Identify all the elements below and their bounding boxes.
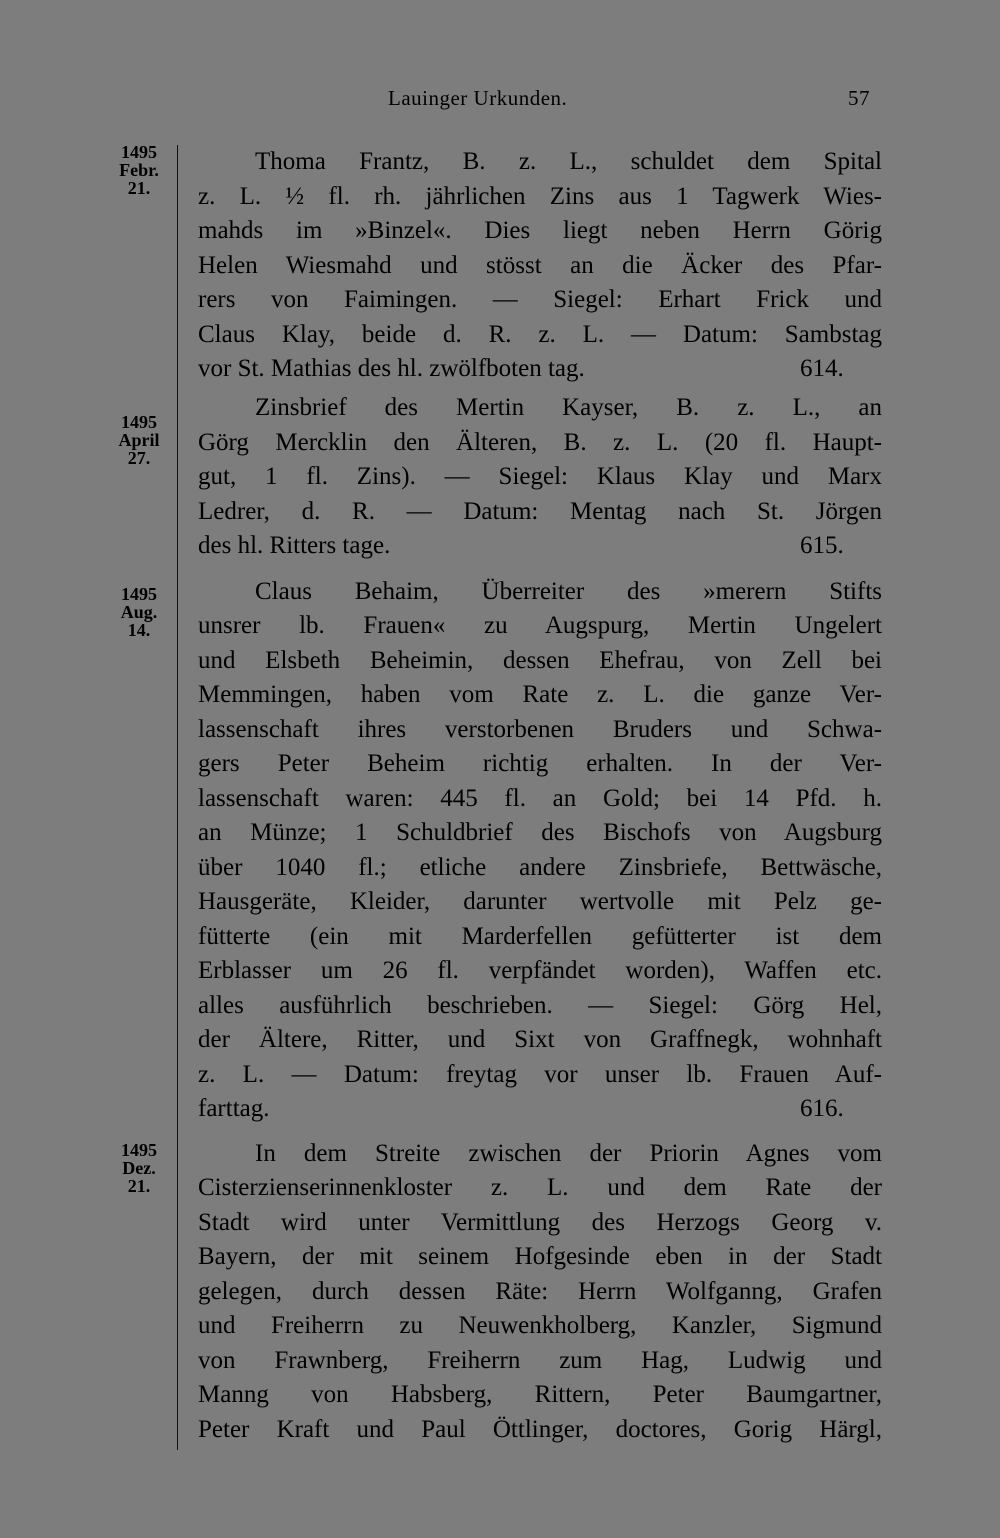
text-line: Helen Wiesmahd und stösst an die Äcker des Pfar- xyxy=(198,252,882,279)
text-line: gelegen, durch dessen Räte: Herrn Wolfganng, Grafen xyxy=(198,1278,882,1305)
text-line: Manng von Habsberg, Rittern, Peter Baumgartner, xyxy=(198,1381,882,1408)
date-day: 27. xyxy=(127,448,151,468)
date-year: 1495 xyxy=(121,412,157,432)
entry-number-614: 614. xyxy=(800,355,844,382)
entry-number-615: 615. xyxy=(800,532,844,559)
text-line: Hausgeräte, Kleider, darunter wertvolle mit Pelz ge- xyxy=(198,888,882,915)
date-year: 1495 xyxy=(121,1140,157,1160)
date-year: 1495 xyxy=(121,142,157,162)
text-line: z. L. ½ fl. rh. jährlichen Zins aus 1 Tagwerk Wies- xyxy=(198,183,882,210)
text-line: Görg Mercklin den Älteren, B. z. L. (20 fl. Haupt- xyxy=(198,429,882,456)
text-line: Erblasser um 26 fl. verpfändet worden), Waffen etc. xyxy=(198,957,882,984)
text-line: lassenschaft ihres verstorbenen Bruders und Schwa- xyxy=(198,716,882,743)
entry-date-617 xyxy=(104,1141,174,1195)
text-line: unsrer lb. Frauen« zu Augspurg, Mertin Ungelert xyxy=(198,612,882,639)
text-line: gut, 1 fl. Zins). — Siegel: Klaus Klay und Marx xyxy=(198,463,882,490)
text-line: alles ausführlich beschrieben. — Siegel: Görg Hel, xyxy=(198,992,882,1019)
text-line: Stadt wird unter Vermittlung des Herzogs Georg v. xyxy=(198,1209,882,1236)
text-line: In dem Streite zwischen der Priorin Agnes vom xyxy=(255,1140,882,1167)
text-line: Claus Klay, beide d. R. z. L. — Datum: Sambstag xyxy=(198,321,882,348)
text-line: rers von Faimingen. — Siegel: Erhart Frick und xyxy=(198,286,882,313)
entry-date-615 xyxy=(104,413,174,467)
text-line: über 1040 fl.; etliche andere Zinsbriefe, Bettwäsche, xyxy=(198,854,882,881)
page-number: 57 xyxy=(848,86,870,110)
date-day: 21. xyxy=(127,1176,151,1196)
text-line: lassenschaft waren: 445 fl. an Gold; bei 14 Pfd. h. xyxy=(198,785,882,812)
text-line: fütterte (ein mit Marderfellen gefütterter ist dem xyxy=(198,923,882,950)
entry-number-616: 616. xyxy=(800,1095,844,1122)
text-line: Zinsbrief des Mertin Kayser, B. z. L., an xyxy=(255,394,882,421)
entry-date-614 xyxy=(104,143,174,197)
date-month: Dez. xyxy=(122,1158,156,1178)
text-line: Cisterzienserinnenkloster z. L. und dem Rate der xyxy=(198,1174,882,1201)
text-line: Ledrer, d. R. — Datum: Mentag nach St. Jörgen xyxy=(198,498,882,525)
text-line: an Münze; 1 Schuldbrief des Bischofs von Augsburg xyxy=(198,819,882,846)
date-month: Aug. xyxy=(120,602,158,622)
text-line: und Elsbeth Beheimin, dessen Ehefrau, von Zell bei xyxy=(198,647,882,674)
text-line: von Frawnberg, Freiherrn zum Hag, Ludwig und xyxy=(198,1347,882,1374)
text-line: gers Peter Beheim richtig erhalten. In der Ver- xyxy=(198,750,882,777)
date-day: 21. xyxy=(127,178,151,198)
text-line: Peter Kraft und Paul Öttlinger, doctores, Gorig Härgl, xyxy=(198,1416,882,1443)
text-line: z. L. — Datum: freytag vor unser lb. Frauen Auf- xyxy=(198,1061,882,1088)
text-line: farttag. xyxy=(198,1095,270,1122)
text-line: Thoma Frantz, B. z. L., schuldet dem Spital xyxy=(255,148,882,175)
entry-date-616 xyxy=(104,585,174,639)
running-header-title: Lauinger Urkunden. xyxy=(388,86,568,110)
date-year: 1495 xyxy=(121,584,157,604)
margin-rule xyxy=(177,145,178,1450)
date-month: April xyxy=(118,430,160,450)
text-line: Bayern, der mit seinem Hofgesinde eben in der Stadt xyxy=(198,1243,882,1270)
text-line: Memmingen, haben vom Rate z. L. die ganze Ver- xyxy=(198,681,882,708)
text-line: der Ältere, Ritter, und Sixt von Graffnegk, wohnhaft xyxy=(198,1026,882,1053)
date-month: Febr. xyxy=(119,160,159,180)
text-line: des hl. Ritters tage. xyxy=(198,532,391,559)
text-line: vor St. Mathias des hl. zwölfboten tag. xyxy=(198,355,585,382)
text-line: Claus Behaim, Überreiter des »merern Stifts xyxy=(255,578,882,605)
date-day: 14. xyxy=(127,620,151,640)
text-line: und Freiherrn zu Neuwenkholberg, Kanzler, Sigmund xyxy=(198,1312,882,1339)
text-line: mahds im »Binzel«. Dies liegt neben Herrn Görig xyxy=(198,217,882,244)
